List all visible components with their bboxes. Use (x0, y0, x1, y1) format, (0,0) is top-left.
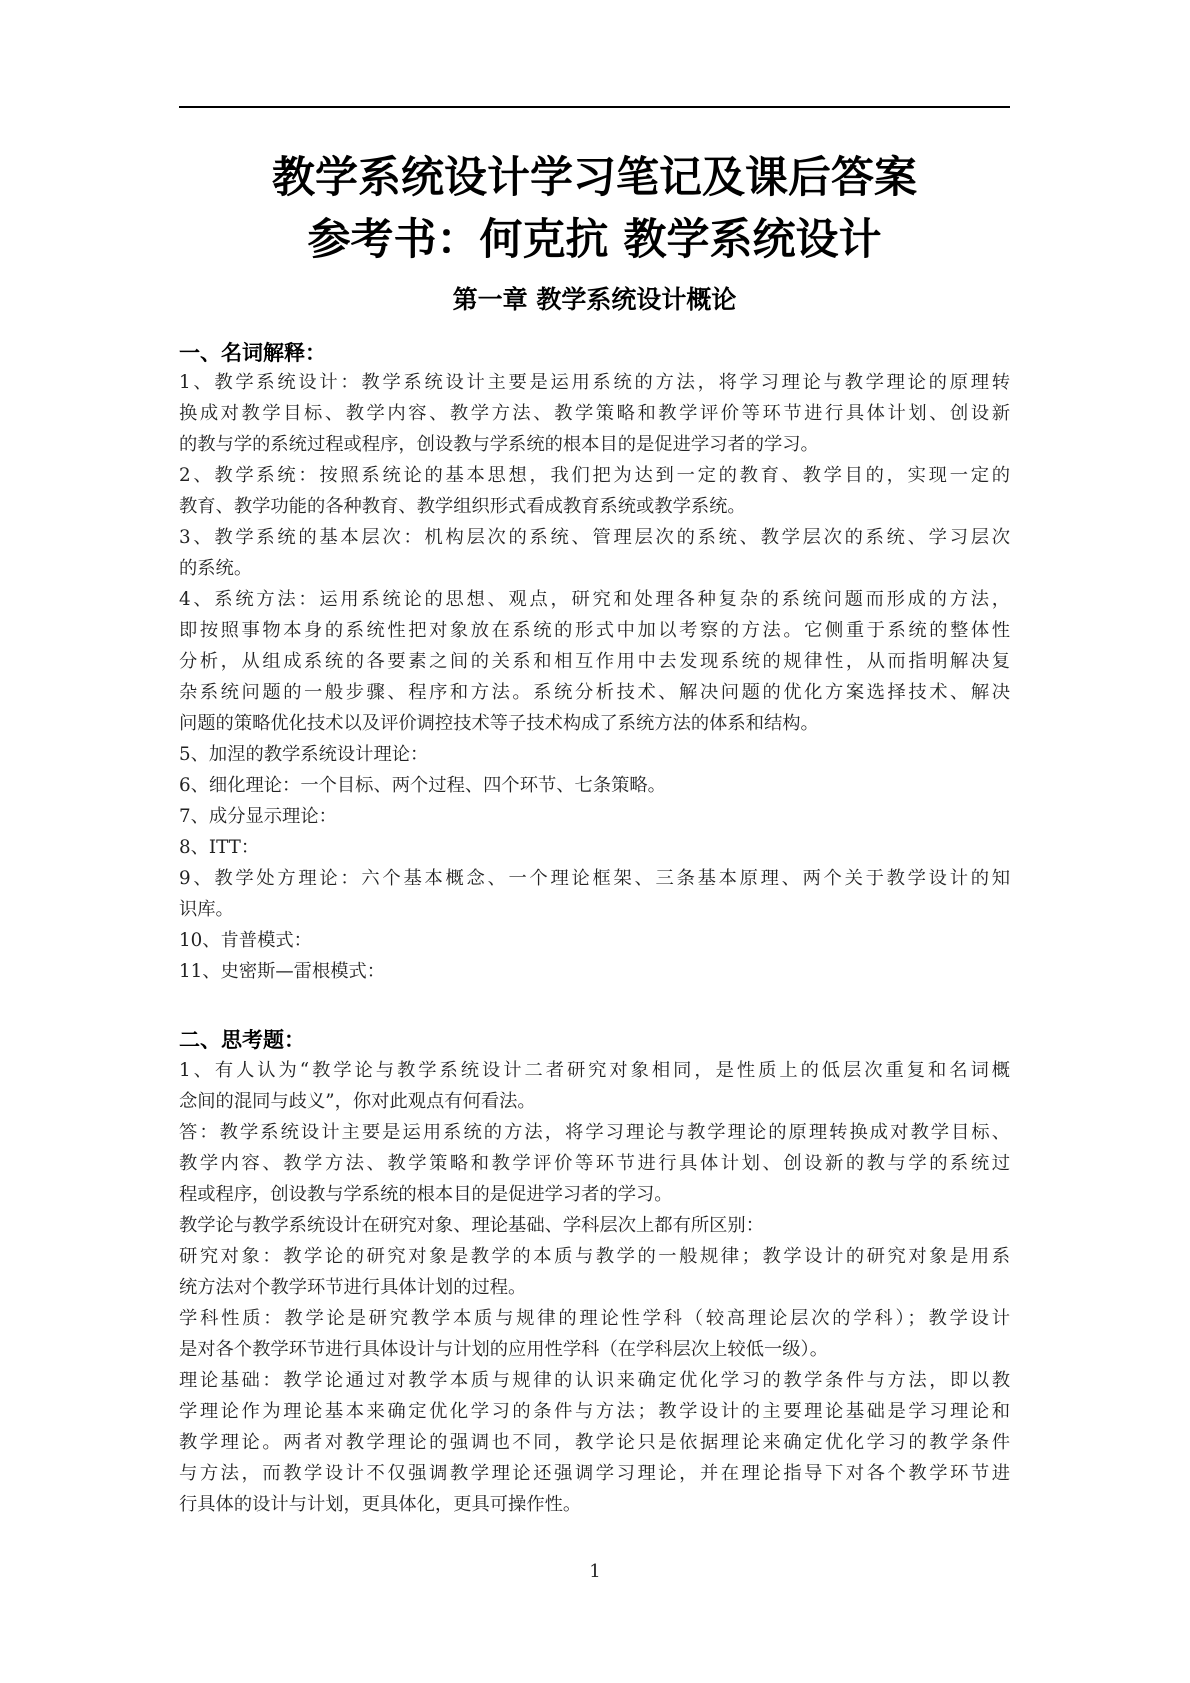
text-line: 9、教学处方理论：六个基本概念、一个理论框架、三条基本原理、两个关于教学设计的知 (179, 868, 1010, 889)
text-line: 6、细化理论：一个目标、两个过程、四个环节、七条策略。 (179, 775, 666, 796)
text-line: 5、加涅的教学系统设计理论： (179, 744, 429, 765)
text-line: 识库。 (179, 899, 234, 920)
section-heading-questions: 二、思考题： (179, 1028, 305, 1052)
text-line: 行具体的设计与计划，更具体化，更具可操作性。 (179, 1494, 582, 1515)
text-line: 换成对教学目标、教学内容、教学方法、教学策略和教学评价等环节进行具体计划、创设新 (179, 403, 1010, 424)
text-line: 8、ITT： (179, 837, 260, 858)
section-body-terms (179, 367, 1010, 987)
text-line: 的教与学的系统过程或程序，创设教与学系统的根本目的是促进学习者的学习。 (179, 434, 819, 455)
text-line: 是对各个教学环节进行具体设计与计划的应用性学科（在学科层次上较低一级）。 (179, 1339, 828, 1360)
section-heading-terms: 一、名词解释： (179, 341, 326, 365)
text-line: 教学内容、教学方法、教学策略和教学评价等环节进行具体计划、创设新的教与学的系统过 (179, 1153, 1010, 1174)
text-line: 问题的策略优化技术以及评价调控技术等子技术构成了系统方法的体系和结构。 (179, 713, 819, 734)
text-line: 1、教学系统设计：教学系统设计主要是运用系统的方法，将学习理论与教学理论的原理转 (179, 372, 1010, 393)
text-line: 的系统。 (179, 558, 253, 579)
text-line: 学科性质：教学论是研究教学本质与规律的理论性学科（较高理论层次的学科）；教学设计 (179, 1308, 1010, 1329)
text-line: 分析，从组成系统的各要素之间的关系和相互作用中去发现系统的规律性，从而指明解决复 (179, 651, 1010, 672)
text-line: 2、教学系统：按照系统论的基本思想，我们把为达到一定的教育、教学目的，实现一定的 (179, 465, 1010, 486)
text-line: 教学论与教学系统设计在研究对象、理论基础、学科层次上都有所区别： (179, 1215, 764, 1236)
text-line: 11、史密斯—雷根模式： (179, 961, 386, 982)
text-line: 教学理论。两者对教学理论的强调也不同，教学论只是依据理论来确定优化学习的教学条件 (179, 1432, 1010, 1453)
chapter-title: 第一章 教学系统设计概论 (452, 285, 737, 314)
text-line: 学理论作为理论基本来确定优化学习的条件与方法；教学设计的主要理论基础是学习理论和 (179, 1401, 1010, 1422)
text-line: 程或程序，创设教与学系统的根本目的是促进学习者的学习。 (179, 1184, 673, 1205)
text-line: 3、教学系统的基本层次：机构层次的系统、管理层次的系统、教学层次的系统、学习层次 (179, 527, 1010, 548)
text-line: 4、系统方法：运用系统论的思想、观点，研究和处理各种复杂的系统问题而形成的方法， (179, 589, 1010, 610)
document-subtitle: 参考书：何克抗 教学系统设计 (307, 215, 882, 265)
text-line: 研究对象：教学论的研究对象是教学的本质与教学的一般规律；教学设计的研究对象是用系 (179, 1246, 1010, 1267)
text-line: 念间的混同与歧义”，你对此观点有何看法。 (179, 1091, 536, 1112)
text-line: 1、有人认为“教学论与教学系统设计二者研究对象相同，是性质上的低层次重复和名词概 (179, 1060, 1010, 1081)
text-line: 教育、教学功能的各种教育、教学组织形式看成教育系统或教学系统。 (179, 496, 746, 517)
page-number: 1 (589, 1561, 601, 1582)
text-line: 统方法对个教学环节进行具体计划的过程。 (179, 1277, 527, 1298)
text-line: 即按照事物本身的系统性把对象放在系统的形式中加以考察的方法。它侧重于系统的整体性 (179, 620, 1010, 641)
text-line: 与方法，而教学设计不仅强调教学理论还强调学习理论，并在理论指导下对各个教学环节进 (179, 1463, 1010, 1484)
text-line: 杂系统问题的一般步骤、程序和方法。系统分析技术、解决问题的优化方案选择技术、解决 (179, 682, 1010, 703)
text-line: 理论基础：教学论通过对教学本质与规律的认识来确定优化学习的教学条件与方法，即以教 (179, 1370, 1010, 1391)
header-rule (179, 106, 1010, 108)
text-line: 10、肯普模式： (179, 930, 312, 951)
text-line: 7、成分显示理论： (179, 806, 337, 827)
text-line: 答：教学系统设计主要是运用系统的方法，将学习理论与教学理论的原理转换成对教学目标、 (179, 1122, 1010, 1143)
document-title: 教学系统设计学习笔记及课后答案 (272, 153, 917, 203)
section-body-questions (179, 1055, 1010, 1520)
